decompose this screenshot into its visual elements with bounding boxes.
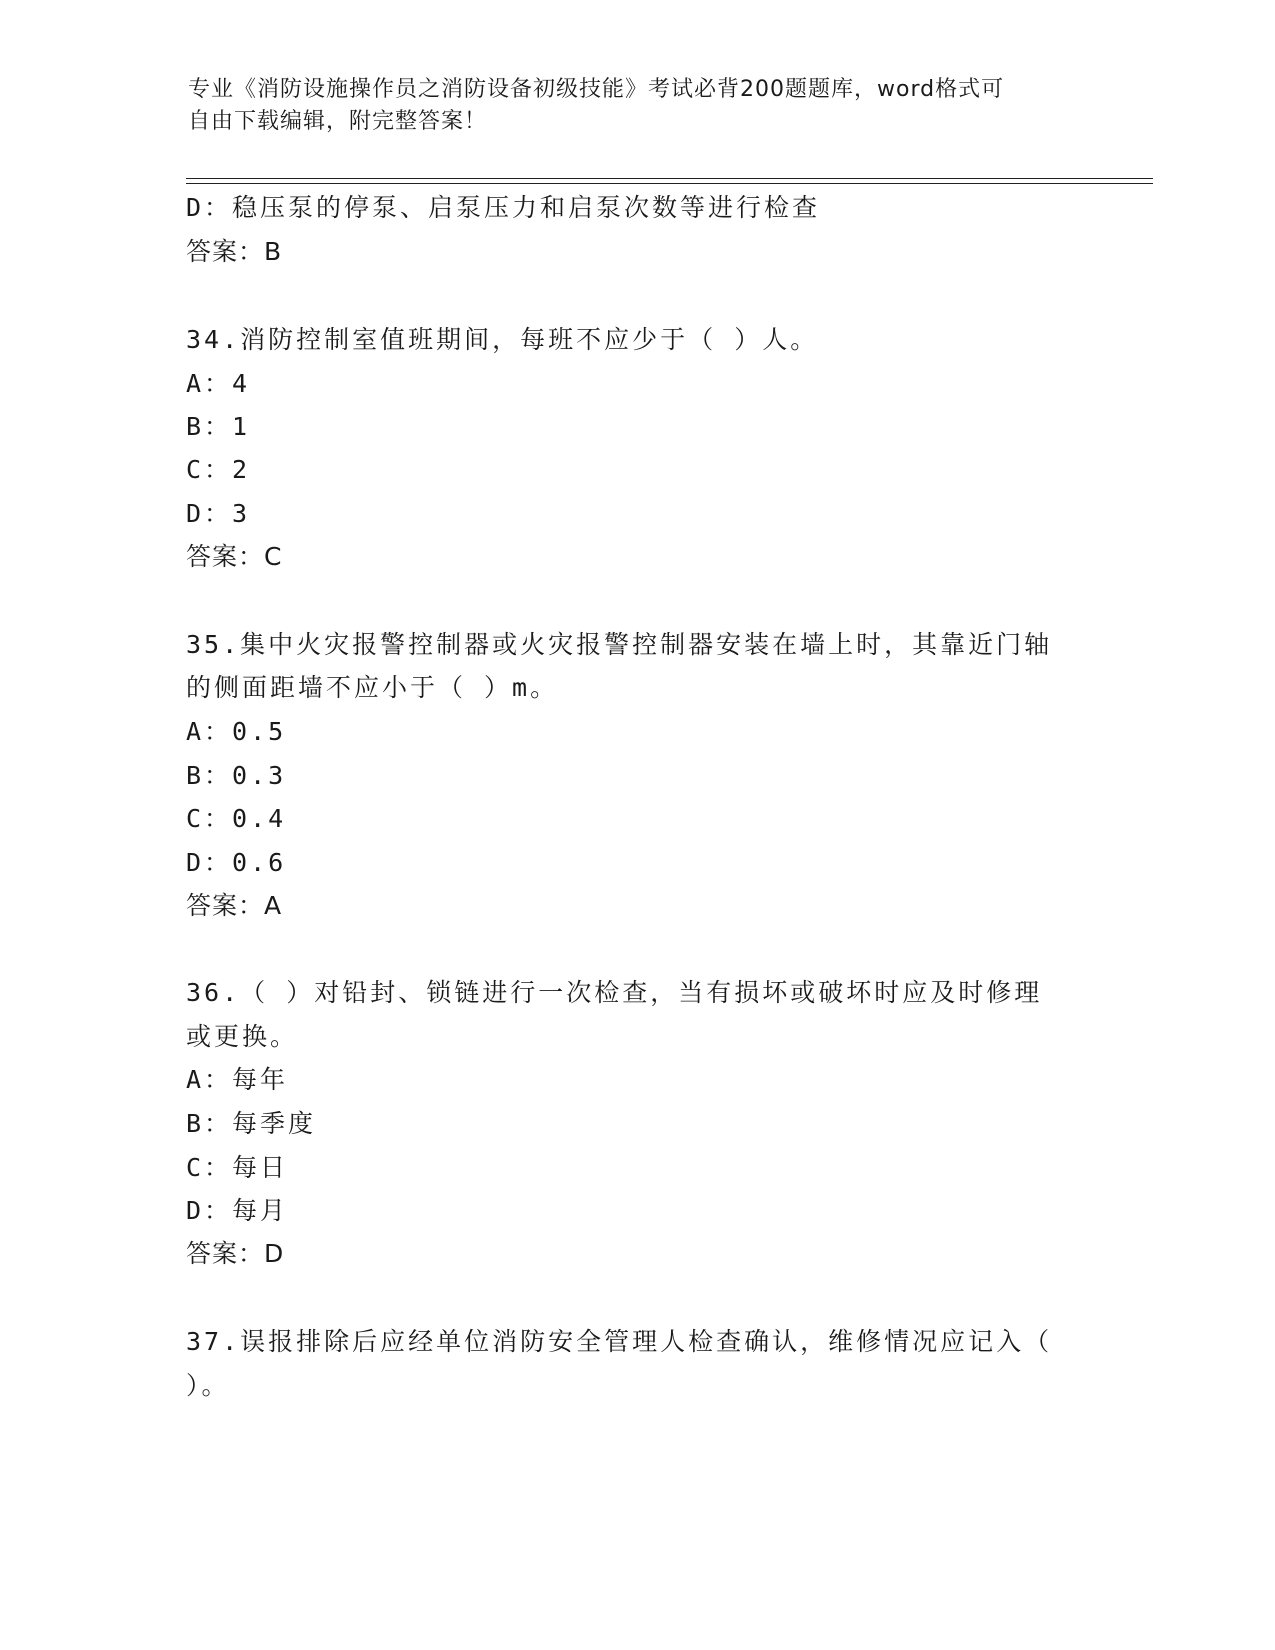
document-header: [188, 74, 1068, 138]
answer: 答案：B: [186, 237, 283, 266]
option-d: D：每月: [186, 1196, 289, 1225]
header-title-line-1: 专业《消防设施操作员之消防设备初级技能》考试必背200题题库，word格式可: [188, 77, 1005, 102]
header-divider-bottom: [186, 183, 1153, 184]
question-stem-line-2: 或更换。: [186, 1022, 299, 1051]
question-stem-line-1: 36.（ ）对铅封、锁链进行一次检查，当有损坏或破坏时应及时修理: [186, 978, 1043, 1007]
question-stem: 34.消防控制室值班期间，每班不应少于（ ）人。: [186, 325, 819, 354]
option-c: C：0.4: [186, 804, 287, 833]
question-stem-line-1: 37.误报排除后应经单位消防安全管理人检查确认，维修情况应记入（: [186, 1327, 1053, 1356]
answer: 答案：C: [186, 542, 283, 571]
option-a: A：0.5: [186, 717, 287, 746]
option-b: B：1: [186, 412, 251, 441]
option-d: D：稳压泵的停泵、启泵压力和启泵次数等进行检查: [186, 193, 821, 222]
option-c: C：2: [186, 455, 251, 484]
option-b: B：每季度: [186, 1109, 317, 1138]
question-stem-line-2: 的侧面距墙不应小于（ ）m。: [186, 673, 559, 702]
question-stem-line-2: ）。: [186, 1371, 230, 1400]
answer: 答案：A: [186, 891, 283, 920]
header-title-line-2: 自由下载编辑，附完整答案！: [188, 109, 488, 134]
option-b: B：0.3: [186, 761, 287, 790]
header-divider-top: [186, 178, 1153, 179]
option-a: A：4: [186, 369, 251, 398]
option-a: A：每年: [186, 1065, 289, 1094]
option-d: D：3: [186, 499, 251, 528]
option-d: D：0.6: [186, 848, 287, 877]
option-c: C：每日: [186, 1153, 289, 1182]
question-stem-line-1: 35.集中火灾报警控制器或火灾报警控制器安装在墙上时，其靠近门轴: [186, 630, 1053, 659]
answer: 答案：D: [186, 1239, 285, 1268]
